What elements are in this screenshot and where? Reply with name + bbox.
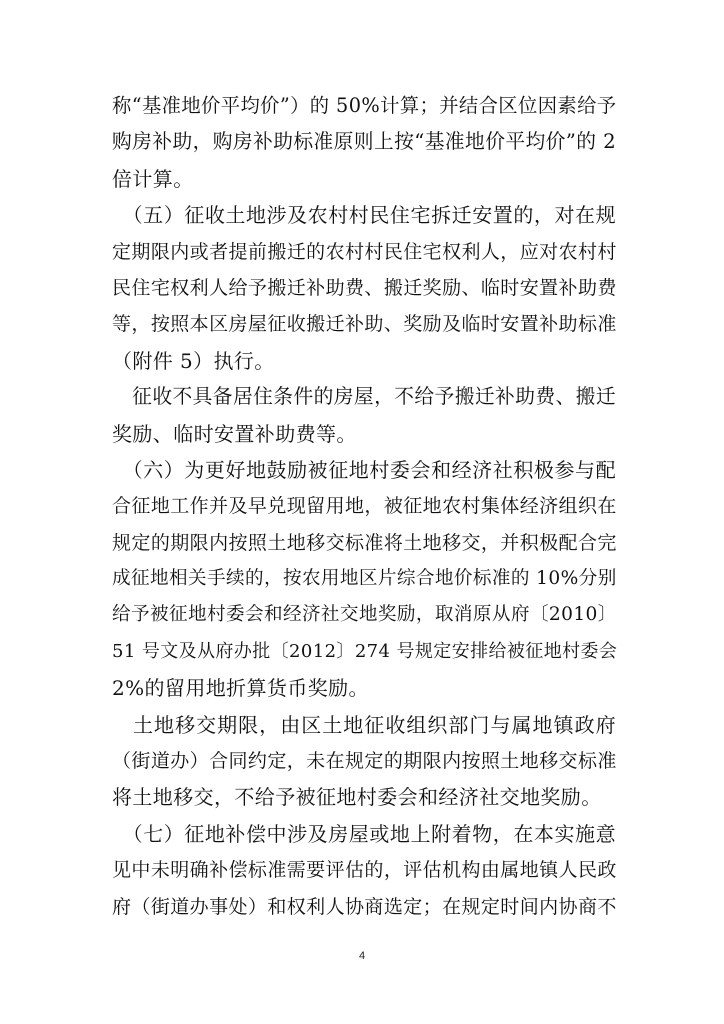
page-number: 4 — [358, 950, 366, 962]
body-text — [112, 88, 616, 925]
text-line: 购房补助，购房补助标准原则上按“基准地价平均价”的 2 — [112, 130, 617, 154]
text-line: 规定的期限内按照土地移交标准将土地移交，并积极配合完 — [112, 531, 617, 554]
text-line: 定期限内或者提前搬迁的农村村民住宅权利人，应对农村村 — [112, 240, 617, 263]
text-line: 见中未明确补偿标准需要评估的，评估机构由属地镇人民政 — [112, 859, 617, 882]
text-line: 成征地相关手续的，按农用地区片综合地价标准的 10%分别 — [112, 568, 617, 590]
text-line: 土地移交期限，由区土地征收组织部门与属地镇政府 — [112, 712, 616, 737]
text-line: （六）为更好地鼓励被征地村委会和经济社积极参与配 — [112, 457, 616, 482]
text-line: 合征地工作并及早兑现留用地，被征地农村集体经济组织在 — [112, 495, 617, 518]
text-line: （附件 5）执行。 — [112, 348, 275, 373]
text-line: 2%的留用地折算货币奖励。 — [112, 676, 369, 701]
text-line: 府（街道办事处）和权利人协商选定；在规定时间内协商不 — [112, 895, 617, 918]
text-line: 民住宅权利人给予搬迁补助费、搬迁奖励、临时安置补助费 — [112, 276, 617, 299]
text-line: 给予被征地村委会和经济社交地奖励，取消原从府〔2010〕 — [112, 604, 617, 626]
text-line: 称“基准地价平均价”）的 50%计算；并结合区位因素给予 — [112, 94, 617, 117]
text-line: 将土地移交，不给予被征地村委会和经济社交地奖励。 — [112, 785, 602, 810]
text-line: 等，按照本区房屋征收搬迁补助、奖励及临时安置补助标准 — [112, 313, 617, 336]
text-line: 51 号文及从府办批〔2012〕274 号规定安排给被征地村委会 — [112, 640, 618, 662]
text-line: 倍计算。 — [112, 166, 194, 191]
text-line: 征收不具备居住条件的房屋，不给予搬迁补助费、搬迁 — [112, 385, 616, 409]
text-line: （七）征地补偿中涉及房屋或地上附着物，在本实施意 — [112, 821, 616, 846]
text-line: （街道办）合同约定，未在规定的期限内按照土地移交标准 — [112, 750, 617, 773]
text-line: （五）征收土地涉及农村村民住宅拆迁安置的，对在规 — [112, 203, 616, 228]
text-line: 奖励、临时安置补助费等。 — [112, 421, 357, 446]
